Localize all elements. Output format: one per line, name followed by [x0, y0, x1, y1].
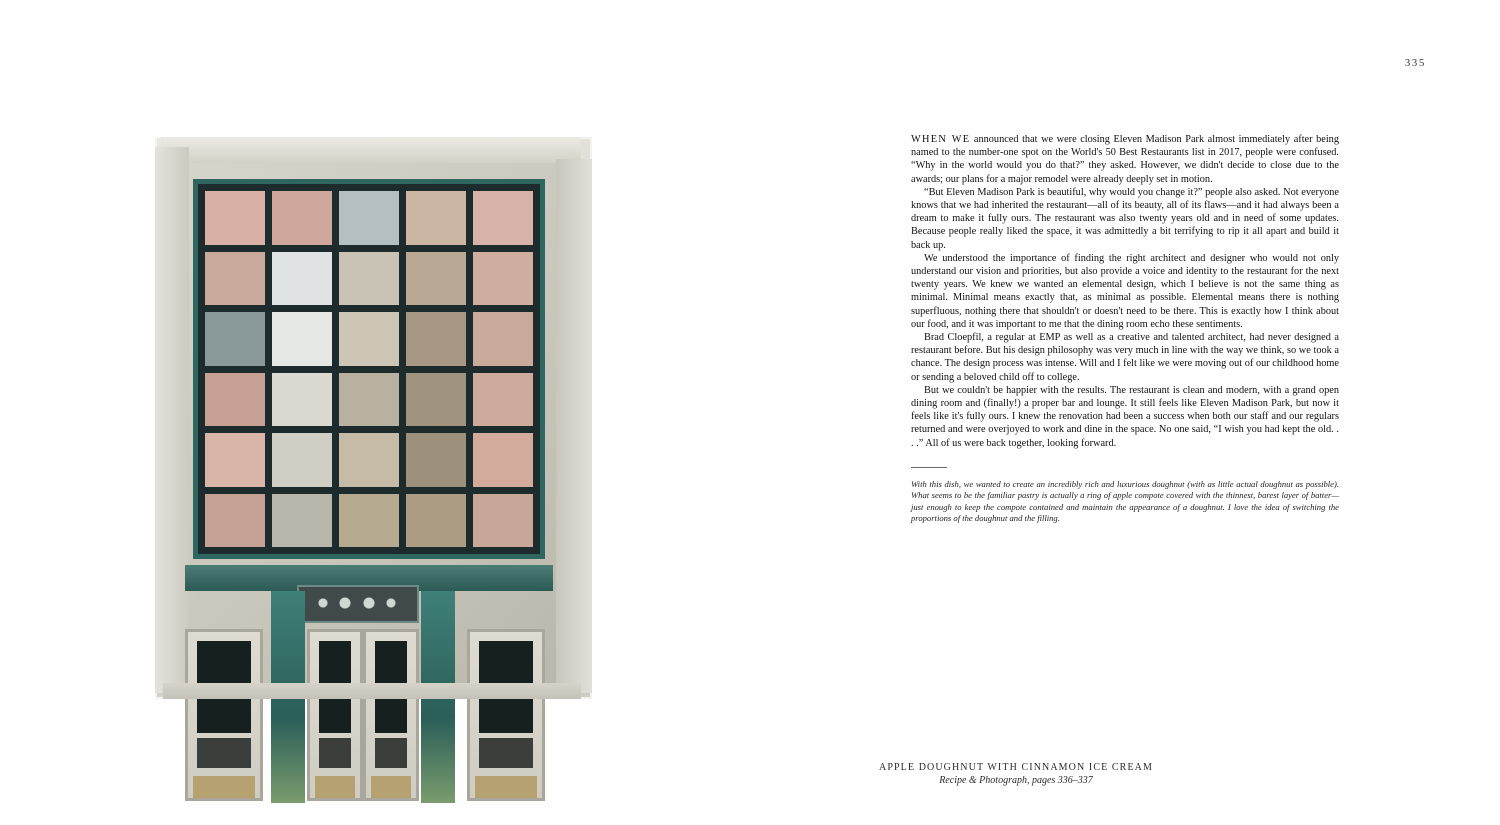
facade-illustration [155, 137, 592, 699]
entrance-door [363, 629, 419, 801]
page-number: 335 [1404, 57, 1426, 69]
window-pane [339, 312, 399, 366]
entrance-door [467, 629, 545, 801]
sign-ornament-icon [307, 596, 407, 610]
window-pane [406, 494, 466, 548]
window-pane [339, 252, 399, 306]
sidewalk [163, 683, 581, 699]
window-pane [473, 191, 533, 245]
door-panel [375, 738, 407, 768]
window-pane [272, 494, 332, 548]
window-pane [406, 433, 466, 487]
entrance-door [185, 629, 263, 801]
window-pane [205, 494, 265, 548]
window-pane [272, 433, 332, 487]
door-kickplate [371, 776, 411, 798]
window-pane [473, 252, 533, 306]
section-divider [911, 467, 947, 468]
caption-title: APPLE DOUGHNUT WITH CINNAMON ICE CREAM [879, 762, 1153, 773]
window-pane [205, 191, 265, 245]
paragraph-3: We understood the importance of finding the right architect and designer who would not only understand our vision and priorities, but also provide a voice and identity to the restaurant for the next twenty years. We knew we wanted an elemental design, which I believe is not the same thing as minimal. Minimal means exactly that, as minimal as possible. Elemental means there is nothing superfluous, nothing there that shouldn't or doesn't need to be there. This is exactly how I think about our food, and it was important to me that the dining room echo these sentiments. [911, 252, 1339, 330]
door-kickplate [315, 776, 355, 798]
window-pane [406, 373, 466, 427]
recipe-note: With this dish, we wanted to create an incredibly rich and luxurious doughnut (with as little actual doughnut as possible). What seems to be the familiar pastry is actually a ring of apple compote covered with the thinnest, barest layer of batter—just enough to keep the compote contained and maintain the appearance of a doughnut. I love the idea of switching the proportions of the doughnut and the filling. [911, 478, 1339, 524]
window-pane [272, 312, 332, 366]
window-pane [205, 312, 265, 366]
stone-right-pier [556, 159, 592, 693]
window-pane [406, 191, 466, 245]
window-pane [205, 252, 265, 306]
window-pane [272, 373, 332, 427]
window-pane [339, 433, 399, 487]
body-text-column [911, 133, 1339, 525]
window-pane [406, 312, 466, 366]
window-pane [473, 312, 533, 366]
window-pane [473, 433, 533, 487]
stone-left-pier [155, 147, 189, 693]
entrance-door [307, 629, 363, 801]
window-pane [272, 191, 332, 245]
window-grid [193, 179, 545, 559]
door-panel [319, 738, 351, 768]
window-pane [339, 191, 399, 245]
window-pane [272, 252, 332, 306]
window-pane [205, 373, 265, 427]
figure-caption [806, 762, 1226, 786]
window-pane [473, 494, 533, 548]
window-pane [205, 433, 265, 487]
signboard [297, 585, 419, 623]
paragraph-1 [911, 133, 1339, 186]
paragraph-2: “But Eleven Madison Park is beautiful, why would you change it?” people also asked. Not everyone knows that we had inherited the restaurant—all of its beauty, all of its flaws—and it had always been a dream to make it fully ours. The restaurant was also twenty years old and in need of some updates. Because people really liked the space, it was admittedly a bit terrifying to rip it all apart and build it back up. [911, 186, 1339, 251]
window-pane [339, 494, 399, 548]
illustration-canvas [155, 137, 592, 699]
door-panel [479, 738, 533, 768]
window-pane [473, 373, 533, 427]
paragraph-4: Brad Cloepfil, a regular at EMP as well as a creative and talented architect, had never designed a restaurant before. But his design philosophy was very much in line with the way we think, so we took a chance. The design process was intense. Will and I felt like we were moving out of our childhood home or sending a beloved child off to college. [911, 332, 1339, 383]
stone-top-band [161, 137, 581, 163]
paragraph-5: But we couldn't be happier with the results. The restaurant is clean and modern, with a grand open dining room and (finally!) a proper bar and lounge. It still feels like Eleven Madison Park, but now it feels like it's fully ours. I knew the renovation had been a success when both our staff and our regulars returned and were overjoyed to work and dine in the space. No one said, “I wish you had kept the old. . . .” All of us were back together, looking forward. [911, 384, 1339, 449]
window-pane [406, 252, 466, 306]
door-kickplate [193, 776, 255, 798]
lead-in-text: WHEN WE [911, 134, 971, 145]
door-panel [197, 738, 251, 768]
window-pane [339, 373, 399, 427]
door-kickplate [475, 776, 537, 798]
caption-subtitle: Recipe & Photograph, pages 336–337 [939, 775, 1093, 786]
paragraph-1-text: announced that we were closing Eleven Madison Park almost immediately after being named to the number-one spot on the World's 50 Best Restaurants list in 2017, people were confused. “Why in the world would you do that?” they asked. However, we didn't decide to close due to the awards; our plans for a major remodel were already deeply set in motion. [911, 134, 1339, 185]
